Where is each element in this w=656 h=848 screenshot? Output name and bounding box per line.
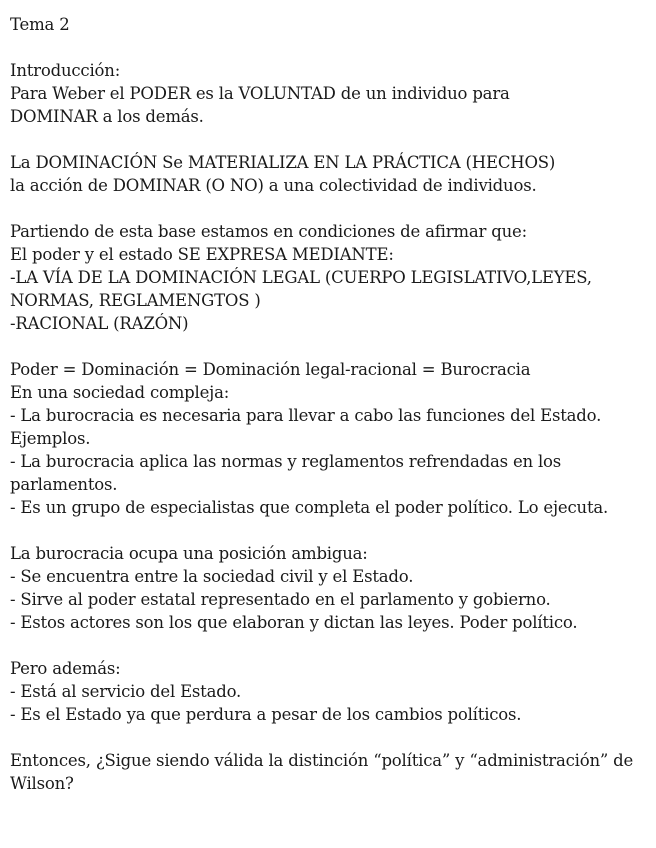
text-line: - La burocracia es necesaria para llevar a cabo las funciones del Estado. [10, 406, 602, 425]
blank-line [10, 726, 650, 749]
text-line: - La burocracia aplica las normas y reglamentos refrendadas en los [10, 452, 562, 471]
text-line: Para Weber el PODER es la VOLUNTAD de un individuo para [10, 84, 510, 103]
text-line: -LA VÍA DE LA DOMINACIÓN LEGAL (CUERPO LEGISLATIVO,LEYES, [10, 268, 592, 287]
blank-line [10, 197, 650, 220]
blank-line [10, 519, 650, 542]
text-line: parlamentos. [10, 475, 118, 494]
text-line: - Estos actores son los que elaboran y dictan las leyes. Poder político. [10, 613, 578, 632]
text-line: Partiendo de esta base estamos en condiciones de afirmar que: [10, 222, 527, 241]
text-line: La DOMINACIÓN Se MATERIALIZA EN LA PRÁCTICA (HECHOS) [10, 153, 556, 172]
text-line: -RACIONAL (RAZÓN) [10, 314, 189, 333]
document-body [10, 59, 650, 795]
blank-line [10, 36, 650, 59]
text-line: DOMINAR a los demás. [10, 107, 204, 126]
text-line: - Está al servicio del Estado. [10, 682, 242, 701]
text-line: Wilson? [10, 774, 74, 793]
text-line: la acción de DOMINAR (O NO) a una colectividad de individuos. [10, 176, 537, 195]
text-line: - Es el Estado ya que perdura a pesar de los cambios políticos. [10, 705, 522, 724]
blank-line [10, 128, 650, 151]
text-line: - Es un grupo de especialistas que completa el poder político. Lo ejecuta. [10, 498, 609, 517]
document-page [10, 13, 650, 795]
text-line: Ejemplos. [10, 429, 91, 448]
text-line: Introducción: [10, 61, 121, 80]
text-line: NORMAS, REGLAMENGTOS ) [10, 291, 261, 310]
text-line: - Sirve al poder estatal representado en el parlamento y gobierno. [10, 590, 551, 609]
blank-line [10, 335, 650, 358]
text-line: Entonces, ¿Sigue siendo válida la distinción “política” y “administración” de [10, 751, 634, 770]
blank-line [10, 634, 650, 657]
text-line: En una sociedad compleja: [10, 383, 230, 402]
text-line: - Se encuentra entre la sociedad civil y el Estado. [10, 567, 414, 586]
text-line: Pero además: [10, 659, 121, 678]
document-title: Tema 2 [10, 15, 70, 34]
text-line: El poder y el estado SE EXPRESA MEDIANTE: [10, 245, 394, 264]
text-line: Poder = Dominación = Dominación legal-racional = Burocracia [10, 360, 531, 379]
text-line: La burocracia ocupa una posición ambigua: [10, 544, 368, 563]
